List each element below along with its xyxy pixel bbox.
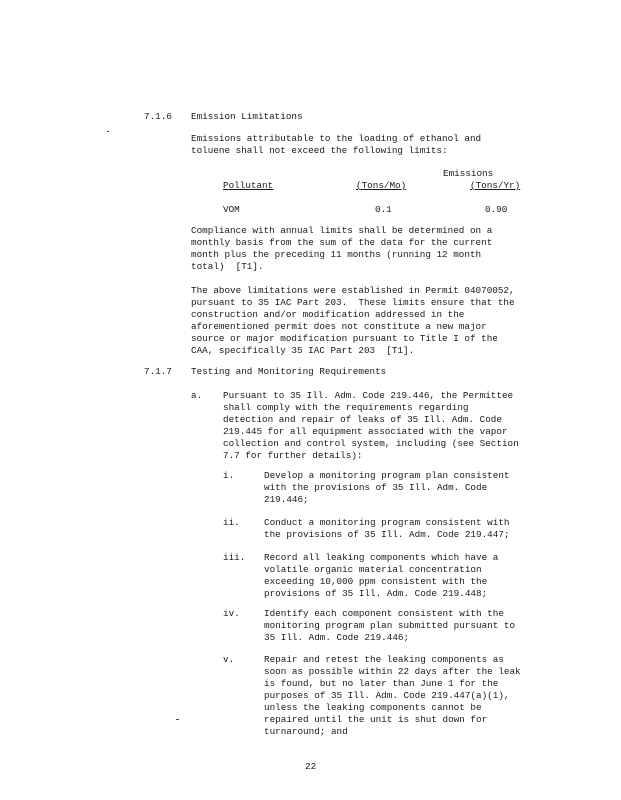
table-cell-tons-yr: 0.90 bbox=[485, 204, 508, 215]
subitem-iv-paragraph bbox=[264, 608, 515, 644]
item-a-line: 219.445 for all equipment associated with the vapor bbox=[223, 426, 508, 437]
scan-mark bbox=[176, 719, 179, 720]
established-line: source or major modification pursuant to Title I of the bbox=[191, 333, 498, 344]
subitem-v-label: v. bbox=[223, 654, 235, 665]
scan-mark bbox=[107, 131, 109, 132]
table-cell-tons-mo: 0.1 bbox=[375, 204, 392, 215]
subitem-line: turnaround; and bbox=[264, 726, 348, 737]
subitem-line: 35 Ill. Adm. Code 219.446; bbox=[264, 632, 410, 643]
item-a-line: detection and repair of leaks of 35 Ill. Adm. Code bbox=[223, 414, 502, 425]
subitem-line: Repair and retest the leaking components as bbox=[264, 654, 504, 665]
item-a-line: Pursuant to 35 Ill. Adm. Code 219.446, the Permittee bbox=[223, 390, 514, 401]
subitem-line: with the provisions of 35 Ill. Adm. Code bbox=[264, 482, 488, 493]
item-a-line: 7.7 for further details): bbox=[223, 450, 363, 461]
established-line: CAA, specifically 35 IAC Part 203 [T1]. bbox=[191, 345, 415, 356]
subitem-line: repaired until the unit is shut down for bbox=[264, 714, 488, 725]
subitem-line: soon as possible within 22 days after the leak bbox=[264, 666, 521, 677]
page-number: 22 bbox=[305, 761, 317, 772]
table-header-tons-yr: (Tons/Yr) bbox=[470, 180, 521, 191]
subitem-line: is found, but no later than June 1 for the bbox=[264, 678, 499, 689]
intro-line: toluene shall not exceed the following limits: bbox=[191, 145, 448, 156]
subitem-line: purposes of 35 Ill. Adm. Code 219.447(a)(1), bbox=[264, 690, 510, 701]
subitem-line: monitoring program plan submitted pursuant to bbox=[264, 620, 516, 631]
section-7-1-6-number: 7.1.6 bbox=[144, 111, 172, 122]
compliance-paragraph bbox=[191, 225, 492, 273]
subitem-v-paragraph bbox=[264, 654, 521, 738]
table-cell-pollutant: VOM bbox=[223, 204, 240, 215]
subitem-i-paragraph bbox=[264, 470, 509, 506]
subitem-line: the provisions of 35 Ill. Adm. Code 219.447; bbox=[264, 529, 510, 540]
item-a-paragraph bbox=[223, 390, 519, 462]
subitem-line: unless the leaking components cannot be bbox=[264, 702, 482, 713]
compliance-line: month plus the preceding 11 months (running 12 month bbox=[191, 249, 482, 260]
established-line: The above limitations were established in Permit 04070052, bbox=[191, 285, 515, 296]
item-a-line: shall comply with the requirements regarding bbox=[223, 402, 469, 413]
table-group-header: Emissions bbox=[443, 168, 494, 179]
subitem-i-label: i. bbox=[223, 470, 235, 481]
subitem-iv-label: iv. bbox=[223, 608, 240, 619]
subitem-iii-paragraph bbox=[264, 552, 498, 600]
established-line: pursuant to 35 IAC Part 203. These limits ensure that the bbox=[191, 297, 515, 308]
compliance-line: total) [T1]. bbox=[191, 261, 264, 272]
established-paragraph bbox=[191, 285, 515, 357]
emission-intro-paragraph bbox=[191, 133, 481, 157]
established-line: aforementioned permit does not constitute a new major bbox=[191, 321, 487, 332]
subitem-line: provisions of 35 Ill. Adm. Code 219.448; bbox=[264, 588, 488, 599]
subitem-line: volatile organic material concentration bbox=[264, 564, 482, 575]
subitem-line: 219.446; bbox=[264, 494, 309, 505]
subitem-ii-label: ii. bbox=[223, 517, 240, 528]
intro-line: Emissions attributable to the loading of ethanol and bbox=[191, 133, 482, 144]
section-7-1-7-number: 7.1.7 bbox=[144, 366, 172, 377]
subitem-line: Identify each component consistent with the bbox=[264, 608, 504, 619]
subitem-line: Conduct a monitoring program consistent with bbox=[264, 517, 510, 528]
compliance-line: Compliance with annual limits shall be determined on a bbox=[191, 225, 493, 236]
subitem-ii-paragraph bbox=[264, 517, 509, 541]
section-7-1-6-title: Emission Limitations bbox=[191, 111, 303, 122]
item-a-label: a. bbox=[191, 390, 203, 401]
subitem-iii-label: iii. bbox=[223, 552, 246, 563]
established-line: construction and/or modification addressed in the bbox=[191, 309, 465, 320]
compliance-line: monthly basis from the sum of the data for the current bbox=[191, 237, 493, 248]
table-header-pollutant: Pollutant bbox=[223, 180, 274, 191]
subitem-line: exceeding 10,000 ppm consistent with the bbox=[264, 576, 488, 587]
subitem-line: Develop a monitoring program plan consistent bbox=[264, 470, 510, 481]
table-header-tons-mo: (Tons/Mo) bbox=[356, 180, 407, 191]
item-a-line: collection and control system, including (see Section bbox=[223, 438, 519, 449]
section-7-1-7-title: Testing and Monitoring Requirements bbox=[191, 366, 387, 377]
subitem-line: Record all leaking components which have a bbox=[264, 552, 499, 563]
